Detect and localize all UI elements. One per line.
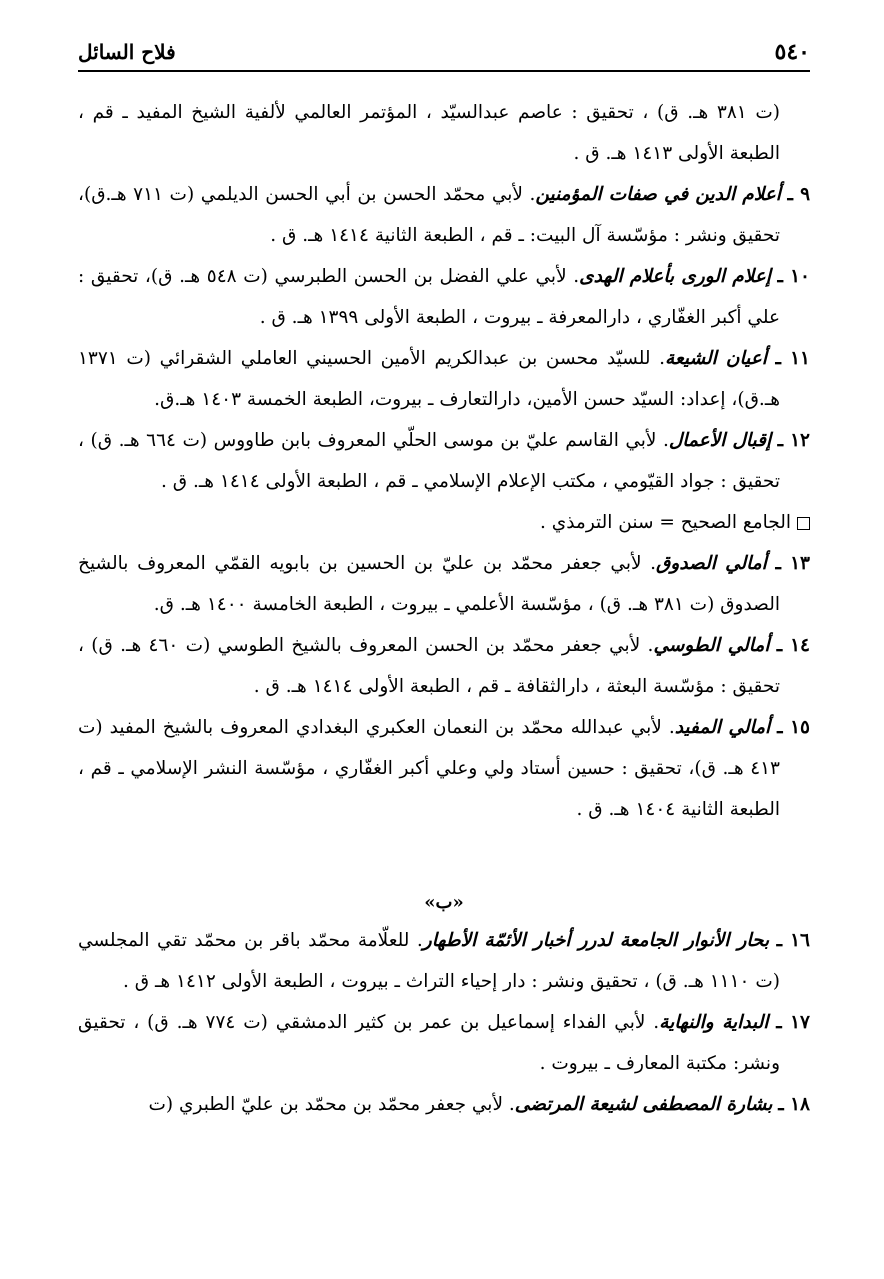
- entry-title: البداية والنهاية: [659, 1012, 769, 1033]
- entry-title: إعلام الورى بأعلام الهدى: [579, 266, 771, 287]
- entry-number: ١٠ ـ: [777, 266, 810, 287]
- bibliography-entry: [78, 625, 810, 707]
- entry-number: ٩ ـ: [787, 184, 810, 205]
- entry-details: . للعلّامة محمّد باقر بن محمّد تقي المجلسي (ت ١١١٠ هـ. ق) ، تحقيق ونشر : دار إحياء التراث ـ بيروت ، الطبعة الأولى ١٤١٢ هـ ق .: [78, 930, 780, 992]
- entry-details: . لأبي جعفر محمّد بن الحسن المعروف بالشيخ الطوسي (ت ٤٦٠ هـ. ق) ، تحقيق : مؤسّسة البعثة ، دارالثقافة ـ قم ، الطبعة الأولى ١٤١٤ هـ. ق .: [78, 635, 780, 697]
- entry-details: . لأبي جعفر محمّد بن محمّد بن عليّ الطبري (ت: [148, 1094, 515, 1115]
- bibliography-entry: [78, 543, 810, 625]
- entry-number: ١١ ـ: [775, 348, 810, 369]
- entry-title: إقبال الأعمال: [668, 430, 772, 451]
- bibliography-body: [78, 92, 810, 1125]
- page-header: [78, 34, 810, 72]
- running-title: فلاح السائل: [78, 40, 176, 64]
- entry-title: بحار الأنوار الجامعة لدرر أخبار الأئمّة الأطهار: [422, 930, 770, 951]
- entries-group-c: [78, 920, 810, 1125]
- entry-title: أمالي المفيد: [674, 717, 771, 738]
- entry-number: ١٦ ـ: [776, 930, 810, 951]
- entry-number: ١٥ ـ: [777, 717, 810, 738]
- entry-number: ١٧ ـ: [776, 1012, 810, 1033]
- entry-details: . لأبي جعفر محمّد بن عليّ بن الحسين بن بابويه القمّي المعروف بالشيخ الصدوق (ت ٣٨١ هـ. ق) ، مؤسّسة الأعلمي ـ بيروت ، الطبعة الخامسة ١٤٠٠ هـ. ق.: [78, 553, 780, 615]
- bibliography-entry: [78, 707, 810, 830]
- entry-details: . لأبي عبدالله محمّد بن النعمان العكبري البغدادي المعروف بالشيخ المفيد (ت ٤١٣ هـ. ق)، تحقيق : حسين أستاد ولي وعلي أكبر الغفّاري ، مؤسّسة النشر الإسلامي ـ قم ، الطبعة الثانية ١٤٠٤ هـ. ق .: [78, 717, 780, 820]
- bibliography-entry: [78, 338, 810, 420]
- bibliography-entry: [78, 174, 810, 256]
- entry-title: أعلام الدين في صفات المؤمنين: [535, 184, 781, 205]
- entry-details: . لأبي محمّد الحسن بن أبي الحسن الديلمي (ت ٧١١ هـ.ق)، تحقيق ونشر : مؤسّسة آل البيت: ـ قم ، الطبعة الثانية ١٤١٤ هـ. ق .: [78, 184, 780, 246]
- bibliography-entry: [78, 256, 810, 338]
- entry-details: . لأبي علي الفضل بن الحسن الطبرسي (ت ٥٤٨ هـ. ق)، تحقيق : علي أكبر الغفّاري ، دارالمعرفة ـ بيروت ، الطبعة الأولى ١٣٩٩ هـ. ق .: [78, 266, 780, 328]
- entry-title: أمالي الصدوق: [656, 553, 767, 574]
- section-heading: «ب»: [424, 892, 464, 913]
- note-text: الجامع الصحيح = سنن الترمذي .: [539, 512, 791, 533]
- entry-title: بشارة المصطفى لشيعة المرتضى: [514, 1094, 773, 1115]
- entry-number: ١٣ ـ: [775, 553, 810, 574]
- entries-group-b: [78, 543, 810, 830]
- entry-number: ١٨ ـ: [778, 1094, 810, 1115]
- cross-reference-note: [78, 502, 810, 543]
- entry-number: ١٤ ـ: [776, 635, 810, 656]
- entry-title: أعيان الشيعة: [665, 348, 767, 369]
- entries-group-a: [78, 174, 810, 502]
- entry-details: . لأبي القاسم عليّ بن موسى الحلّي المعروف بابن طاووس (ت ٦٦٤ هـ. ق) ، تحقيق : جواد القيّومي ، مكتب الإعلام الإسلامي ـ قم ، الطبعة الأولى ١٤١٤ هـ. ق .: [78, 430, 780, 492]
- entry-details: . لأبي الفداء إسماعيل بن عمر بن كثير الدمشقي (ت ٧٧٤ هـ. ق) ، تحقيق ونشر: مكتبة المعارف ـ بيروت .: [78, 1012, 780, 1074]
- entry-number: ١٢ ـ: [777, 430, 810, 451]
- entry-title: أمالي الطوسي: [653, 635, 770, 656]
- bibliography-entry: [78, 420, 810, 502]
- square-bullet-icon: [797, 517, 810, 530]
- entry-details: . للسيّد محسن بن عبدالكريم الأمين الحسيني العاملي الشقرائي (ت ١٣٧١ هـ.ق)، إعداد: السيّد حسن الأمين، دارالتعارف ـ بيروت، الطبعة الخمسة ١٤٠٣ هـ.ق.: [78, 348, 780, 410]
- bibliography-entry: [78, 1002, 810, 1084]
- continued-entry: (ت ٣٨١ هـ. ق) ، تحقيق : عاصم عبدالسيّد ، المؤتمر العالمي لألفية الشيخ المفيد ـ قم ، الطبعة الأولى ١٤١٣ هـ. ق .: [78, 102, 780, 164]
- page-number: ٥٤٠: [774, 39, 810, 65]
- bibliography-entry: [78, 1084, 810, 1125]
- bibliography-entry: [78, 920, 810, 1002]
